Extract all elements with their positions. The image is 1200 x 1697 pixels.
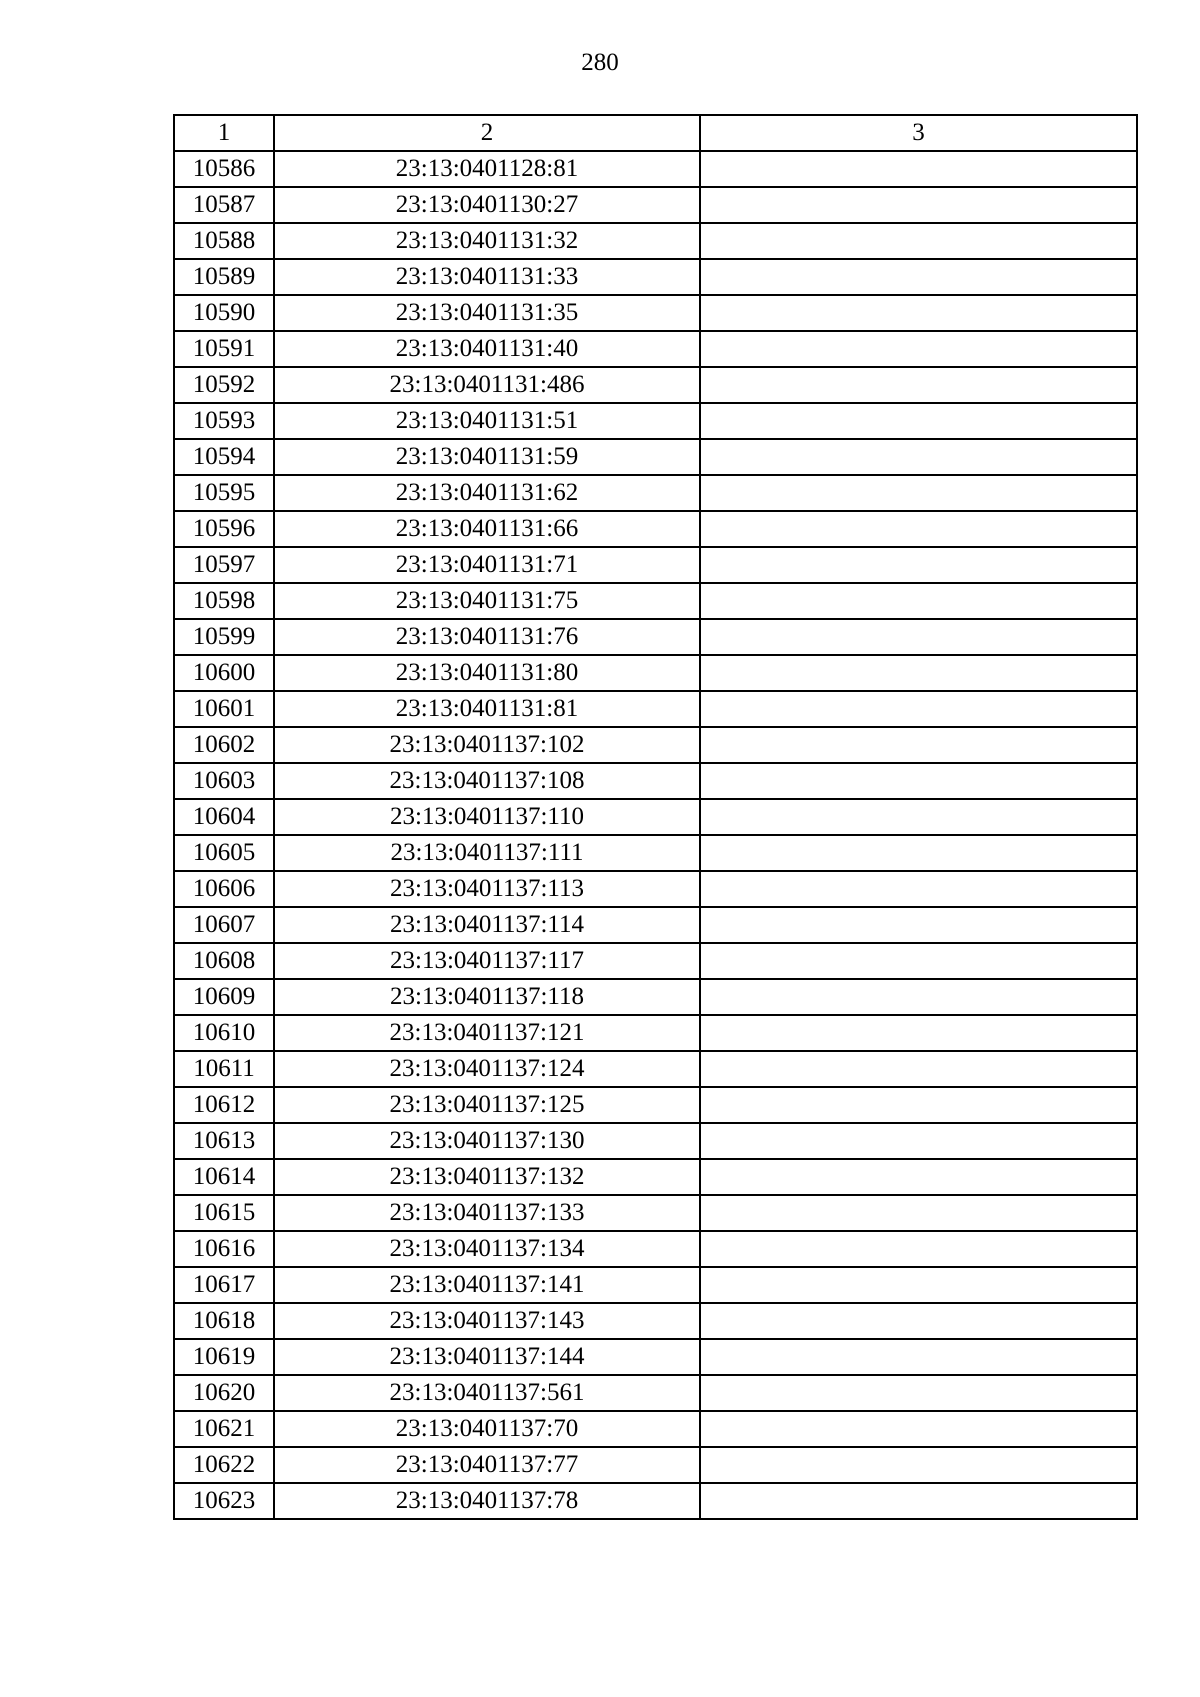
note-cell — [700, 979, 1137, 1015]
table-row — [174, 259, 1137, 295]
row-number-cell: 10598 — [174, 583, 274, 619]
table-row — [174, 1375, 1137, 1411]
row-number-cell: 10611 — [174, 1051, 274, 1087]
table-row — [174, 1267, 1137, 1303]
row-number-cell: 10616 — [174, 1231, 274, 1267]
note-cell — [700, 907, 1137, 943]
row-number-cell: 10602 — [174, 727, 274, 763]
table-row — [174, 727, 1137, 763]
row-number-cell: 10613 — [174, 1123, 274, 1159]
row-number-cell: 10605 — [174, 835, 274, 871]
row-number-cell: 10599 — [174, 619, 274, 655]
note-cell — [700, 727, 1137, 763]
row-number-cell: 10600 — [174, 655, 274, 691]
cadastral-number-cell: 23:13:0401137:141 — [274, 1267, 700, 1303]
page-number: 280 — [581, 49, 619, 76]
note-cell — [700, 367, 1137, 403]
cadastral-number-cell: 23:13:0401137:102 — [274, 727, 700, 763]
row-number-cell: 10618 — [174, 1303, 274, 1339]
table-row — [174, 763, 1137, 799]
cadastral-number-cell: 23:13:0401130:27 — [274, 187, 700, 223]
table-row — [174, 799, 1137, 835]
row-number-cell: 10623 — [174, 1483, 274, 1519]
table-row — [174, 583, 1137, 619]
note-cell — [700, 655, 1137, 691]
table-row — [174, 1483, 1137, 1519]
table-row — [174, 1123, 1137, 1159]
cadastral-number-cell: 23:13:0401137:114 — [274, 907, 700, 943]
table-row — [174, 871, 1137, 907]
table-header-row — [174, 115, 1137, 151]
table-row — [174, 1411, 1137, 1447]
row-number-cell: 10589 — [174, 259, 274, 295]
cadastral-number-cell: 23:13:0401137:77 — [274, 1447, 700, 1483]
row-number-cell: 10608 — [174, 943, 274, 979]
cadastral-number-cell: 23:13:0401131:32 — [274, 223, 700, 259]
row-number-cell: 10593 — [174, 403, 274, 439]
note-cell — [700, 1195, 1137, 1231]
note-cell — [700, 1483, 1137, 1519]
row-number-cell: 10590 — [174, 295, 274, 331]
cadastral-number-cell: 23:13:0401131:33 — [274, 259, 700, 295]
note-cell — [700, 547, 1137, 583]
cadastral-number-cell: 23:13:0401131:62 — [274, 475, 700, 511]
row-number-cell: 10606 — [174, 871, 274, 907]
row-number-cell: 10615 — [174, 1195, 274, 1231]
table-row — [174, 691, 1137, 727]
note-cell — [700, 187, 1137, 223]
table-row — [174, 1051, 1137, 1087]
note-cell — [700, 1339, 1137, 1375]
row-number-cell: 10586 — [174, 151, 274, 187]
note-cell — [700, 943, 1137, 979]
row-number-cell: 10609 — [174, 979, 274, 1015]
table-body — [174, 151, 1137, 1519]
cadastral-number-cell: 23:13:0401131:35 — [274, 295, 700, 331]
note-cell — [700, 1159, 1137, 1195]
data-table — [173, 114, 1138, 1520]
table-row — [174, 1159, 1137, 1195]
note-cell — [700, 1231, 1137, 1267]
cadastral-number-cell: 23:13:0401131:51 — [274, 403, 700, 439]
table-row — [174, 295, 1137, 331]
row-number-cell: 10617 — [174, 1267, 274, 1303]
cadastral-number-cell: 23:13:0401131:40 — [274, 331, 700, 367]
note-cell — [700, 763, 1137, 799]
cadastral-number-cell: 23:13:0401131:75 — [274, 583, 700, 619]
row-number-cell: 10597 — [174, 547, 274, 583]
note-cell — [700, 871, 1137, 907]
table-row — [174, 403, 1137, 439]
table-row — [174, 439, 1137, 475]
row-number-cell: 10612 — [174, 1087, 274, 1123]
cadastral-number-cell: 23:13:0401131:66 — [274, 511, 700, 547]
cadastral-number-cell: 23:13:0401131:81 — [274, 691, 700, 727]
cadastral-number-cell: 23:13:0401137:132 — [274, 1159, 700, 1195]
cadastral-number-cell: 23:13:0401131:71 — [274, 547, 700, 583]
note-cell — [700, 403, 1137, 439]
row-number-cell: 10595 — [174, 475, 274, 511]
note-cell — [700, 1267, 1137, 1303]
table-row — [174, 1195, 1137, 1231]
note-cell — [700, 439, 1137, 475]
column-header-3: 3 — [700, 115, 1137, 151]
cadastral-number-cell: 23:13:0401137:111 — [274, 835, 700, 871]
note-cell — [700, 259, 1137, 295]
note-cell — [700, 1015, 1137, 1051]
table-row — [174, 979, 1137, 1015]
cadastral-number-cell: 23:13:0401137:124 — [274, 1051, 700, 1087]
note-cell — [700, 223, 1137, 259]
table-row — [174, 547, 1137, 583]
cadastral-number-cell: 23:13:0401137:561 — [274, 1375, 700, 1411]
table-row — [174, 835, 1137, 871]
cadastral-number-cell: 23:13:0401137:125 — [274, 1087, 700, 1123]
note-cell — [700, 619, 1137, 655]
note-cell — [700, 835, 1137, 871]
row-number-cell: 10592 — [174, 367, 274, 403]
cadastral-number-cell: 23:13:0401137:108 — [274, 763, 700, 799]
note-cell — [700, 511, 1137, 547]
row-number-cell: 10610 — [174, 1015, 274, 1051]
table-row — [174, 223, 1137, 259]
cadastral-number-cell: 23:13:0401137:133 — [274, 1195, 700, 1231]
row-number-cell: 10596 — [174, 511, 274, 547]
note-cell — [700, 151, 1137, 187]
table-row — [174, 511, 1137, 547]
row-number-cell: 10604 — [174, 799, 274, 835]
note-cell — [700, 1303, 1137, 1339]
row-number-cell: 10622 — [174, 1447, 274, 1483]
table-row — [174, 1087, 1137, 1123]
column-header-2: 2 — [274, 115, 700, 151]
note-cell — [700, 475, 1137, 511]
cadastral-number-cell: 23:13:0401137:118 — [274, 979, 700, 1015]
column-header-1: 1 — [174, 115, 274, 151]
table-row — [174, 907, 1137, 943]
table-row — [174, 331, 1137, 367]
row-number-cell: 10620 — [174, 1375, 274, 1411]
cadastral-number-cell: 23:13:0401137:144 — [274, 1339, 700, 1375]
table-row — [174, 151, 1137, 187]
table-row — [174, 187, 1137, 223]
row-number-cell: 10591 — [174, 331, 274, 367]
cadastral-number-cell: 23:13:0401137:78 — [274, 1483, 700, 1519]
note-cell — [700, 691, 1137, 727]
table-row — [174, 1231, 1137, 1267]
note-cell — [700, 1375, 1137, 1411]
note-cell — [700, 295, 1137, 331]
row-number-cell: 10601 — [174, 691, 274, 727]
row-number-cell: 10587 — [174, 187, 274, 223]
note-cell — [700, 1051, 1137, 1087]
note-cell — [700, 1123, 1137, 1159]
table-row — [174, 475, 1137, 511]
table-row — [174, 619, 1137, 655]
cadastral-number-cell: 23:13:0401131:59 — [274, 439, 700, 475]
note-cell — [700, 1411, 1137, 1447]
cadastral-number-cell: 23:13:0401131:80 — [274, 655, 700, 691]
row-number-cell: 10621 — [174, 1411, 274, 1447]
table-row — [174, 1447, 1137, 1483]
table-row — [174, 1303, 1137, 1339]
row-number-cell: 10607 — [174, 907, 274, 943]
cadastral-number-cell: 23:13:0401137:110 — [274, 799, 700, 835]
table-row — [174, 367, 1137, 403]
cadastral-number-cell: 23:13:0401137:117 — [274, 943, 700, 979]
row-number-cell: 10619 — [174, 1339, 274, 1375]
table-row — [174, 655, 1137, 691]
row-number-cell: 10588 — [174, 223, 274, 259]
cadastral-number-cell: 23:13:0401137:70 — [274, 1411, 700, 1447]
cadastral-number-cell: 23:13:0401137:143 — [274, 1303, 700, 1339]
row-number-cell: 10614 — [174, 1159, 274, 1195]
note-cell — [700, 1087, 1137, 1123]
cadastral-number-cell: 23:13:0401131:486 — [274, 367, 700, 403]
cadastral-number-cell: 23:13:0401128:81 — [274, 151, 700, 187]
note-cell — [700, 583, 1137, 619]
row-number-cell: 10603 — [174, 763, 274, 799]
table-row — [174, 1339, 1137, 1375]
note-cell — [700, 799, 1137, 835]
cadastral-number-cell: 23:13:0401137:134 — [274, 1231, 700, 1267]
row-number-cell: 10594 — [174, 439, 274, 475]
cadastral-number-cell: 23:13:0401137:113 — [274, 871, 700, 907]
note-cell — [700, 331, 1137, 367]
table-row — [174, 1015, 1137, 1051]
cadastral-number-cell: 23:13:0401131:76 — [274, 619, 700, 655]
table-row — [174, 943, 1137, 979]
note-cell — [700, 1447, 1137, 1483]
cadastral-number-cell: 23:13:0401137:130 — [274, 1123, 700, 1159]
cadastral-number-cell: 23:13:0401137:121 — [274, 1015, 700, 1051]
